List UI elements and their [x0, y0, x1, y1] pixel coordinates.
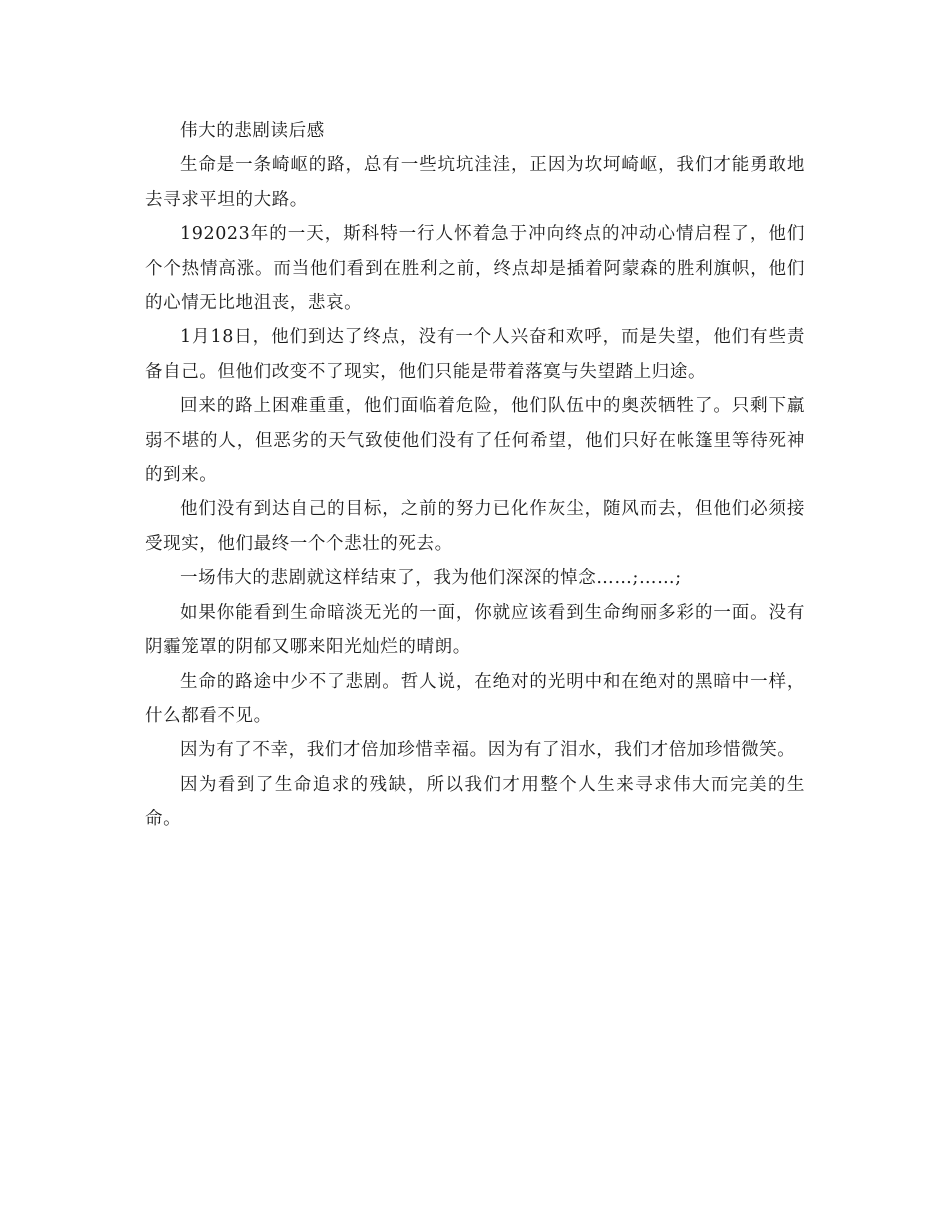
- document-body: [145, 114, 805, 837]
- paragraph: 192023年的一天，斯科特一行人怀着急于冲向终点的冲动心情启程了，他们个个热情高涨。而当他们看到在胜利之前，终点却是插着阿蒙森的胜利旗帜，他们的心情无比地沮丧，悲哀。: [145, 224, 805, 314]
- paragraph: 回来的路上困难重重，他们面临着危险，他们队伍中的奥茨牺牲了。只剩下羸弱不堪的人，但恶劣的天气致使他们没有了任何希望，他们只好在帐篷里等待死神的到来。: [145, 396, 805, 486]
- paragraph: 因为有了不幸，我们才倍加珍惜幸福。因为有了泪水，我们才倍加珍惜微笑。: [180, 740, 796, 761]
- paragraph: 生命是一条崎岖的路，总有一些坑坑洼洼，正因为坎坷崎岖，我们才能勇敢地去寻求平坦的大路。: [145, 155, 805, 210]
- paragraph: 1月18日，他们到达了终点，没有一个人兴奋和欢呼，而是失望，他们有些责备自己。但他们改变不了现实，他们只能是带着落寞与失望踏上归途。: [145, 327, 805, 382]
- document-title: 伟大的悲剧读后感: [180, 121, 325, 141]
- paragraph: 如果你能看到生命暗淡无光的一面，你就应该看到生命绚丽多彩的一面。没有阴霾笼罩的阴郁又哪来阳光灿烂的晴朗。: [145, 602, 805, 658]
- paragraph: 生命的路途中少不了悲剧。哲人说，在绝对的光明中和在绝对的黑暗中一样，什么都看不见。: [145, 671, 805, 726]
- paragraph: 他们没有到达自己的目标，之前的努力已化作灰尘，随风而去，但他们必须接受现实，他们最终一个个悲壮的死去。: [145, 499, 805, 554]
- paragraph: 一场伟大的悲剧就这样结束了，我为他们深深的悼念……;……;: [180, 568, 682, 589]
- paragraph: 因为看到了生命追求的残缺，所以我们才用整个人生来寻求伟大而完美的生命。: [145, 774, 805, 830]
